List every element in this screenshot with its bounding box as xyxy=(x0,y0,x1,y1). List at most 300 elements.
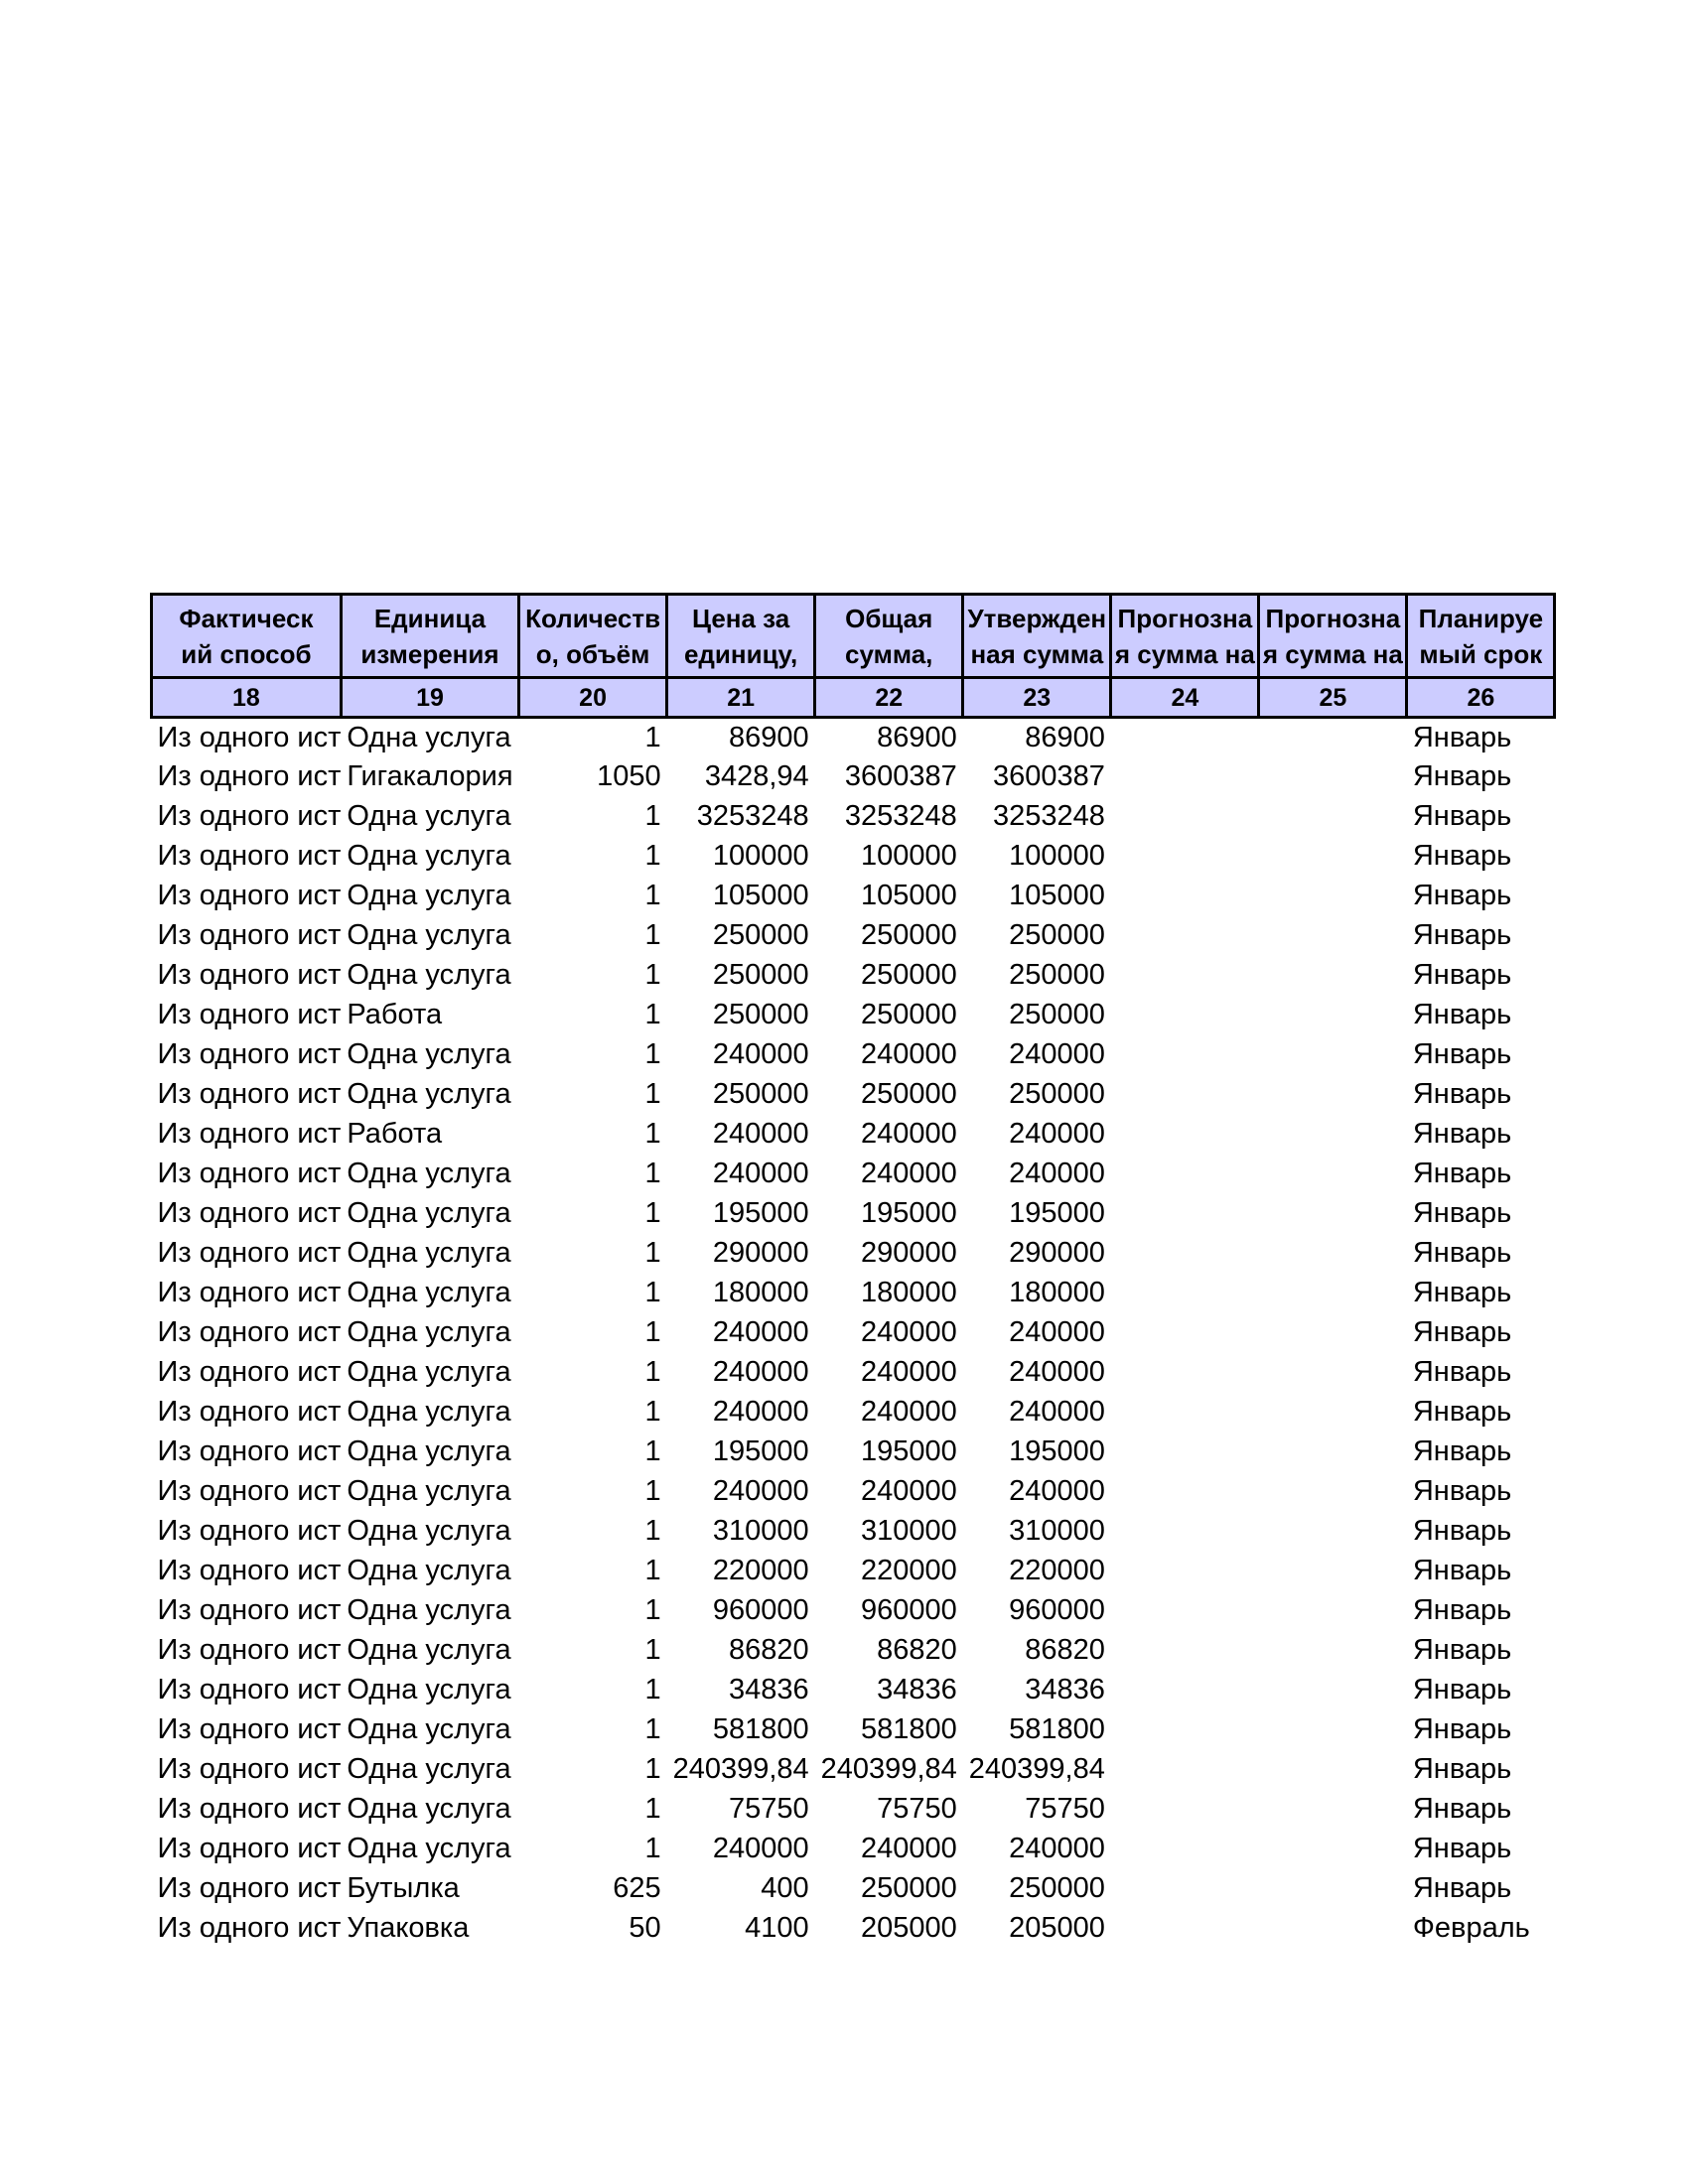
cell-planned-term: Январь xyxy=(1412,1594,1512,1626)
table-row xyxy=(152,757,1555,797)
cell-approved: 250000 xyxy=(1009,1078,1105,1110)
table-row xyxy=(152,1393,1555,1433)
cell-approved: 581800 xyxy=(1009,1713,1105,1745)
cell-forecast-2 xyxy=(1259,916,1407,956)
cell-unit: Одна услуга xyxy=(347,721,511,753)
cell-planned-term: Январь xyxy=(1412,800,1512,832)
cell-unit: Одна услуга xyxy=(347,1793,511,1825)
cell-unit-price: 240000 xyxy=(712,1158,809,1189)
table-row xyxy=(152,956,1555,996)
cell-forecast-2 xyxy=(1259,1671,1407,1710)
table-row xyxy=(152,1433,1555,1472)
cell-method: Из одного ист xyxy=(157,1515,342,1547)
table-row xyxy=(152,1830,1555,1869)
cell-unit: Упаковка xyxy=(347,1912,470,1944)
table-row xyxy=(152,1710,1555,1750)
cell-method: Из одного ист xyxy=(157,1237,342,1269)
cell-quantity: 1 xyxy=(644,1078,661,1110)
cell-total: 250000 xyxy=(860,999,957,1030)
cell-approved: 3600387 xyxy=(992,760,1105,792)
cell-approved: 250000 xyxy=(1009,999,1105,1030)
header-row xyxy=(152,595,1555,678)
cell-quantity: 1 xyxy=(644,1316,661,1348)
cell-quantity: 1 xyxy=(644,1793,661,1825)
header-quantity: Количеств о, объём xyxy=(519,595,667,678)
table-row xyxy=(152,1155,1555,1194)
cell-forecast-1 xyxy=(1111,1115,1259,1155)
table-row xyxy=(152,1313,1555,1353)
cell-total: 86900 xyxy=(877,721,957,753)
cell-forecast-2 xyxy=(1259,1115,1407,1155)
cell-forecast-1 xyxy=(1111,1552,1259,1591)
cell-quantity: 1050 xyxy=(597,760,661,792)
cell-method: Из одного ист xyxy=(157,1475,342,1507)
cell-planned-term: Январь xyxy=(1412,1713,1512,1745)
cell-unit: Одна услуга xyxy=(347,1753,511,1785)
table-row xyxy=(152,718,1555,757)
cell-total: 240000 xyxy=(860,1833,957,1864)
cell-total: 86820 xyxy=(877,1634,957,1666)
table-row xyxy=(152,996,1555,1035)
cell-total: 105000 xyxy=(860,880,957,911)
cell-planned-term: Январь xyxy=(1412,1078,1512,1110)
cell-unit-price: 86820 xyxy=(729,1634,809,1666)
cell-quantity: 1 xyxy=(644,1197,661,1229)
cell-quantity: 1 xyxy=(644,1118,661,1150)
cell-approved: 240000 xyxy=(1009,1118,1105,1150)
table-row xyxy=(152,877,1555,916)
cell-planned-term: Январь xyxy=(1412,1396,1512,1428)
cell-method: Из одного ист xyxy=(157,1197,342,1229)
cell-planned-term: Январь xyxy=(1412,999,1512,1030)
cell-approved: 240399,84 xyxy=(968,1753,1105,1785)
cell-forecast-1 xyxy=(1111,837,1259,877)
cell-forecast-2 xyxy=(1259,1472,1407,1512)
table-row xyxy=(152,1234,1555,1274)
cell-forecast-1 xyxy=(1111,1433,1259,1472)
cell-unit: Одна услуга xyxy=(347,1396,511,1428)
cell-total: 250000 xyxy=(860,1078,957,1110)
cell-unit-price: 240000 xyxy=(712,1475,809,1507)
cell-unit: Одна услуга xyxy=(347,1316,511,1348)
cell-unit-price: 310000 xyxy=(712,1515,809,1547)
cell-unit-price: 180000 xyxy=(712,1277,809,1308)
cell-approved: 105000 xyxy=(1009,880,1105,911)
cell-forecast-1 xyxy=(1111,956,1259,996)
spreadsheet-page xyxy=(150,593,1556,1949)
cell-forecast-2 xyxy=(1259,877,1407,916)
cell-approved: 310000 xyxy=(1009,1515,1105,1547)
cell-planned-term: Январь xyxy=(1412,1753,1512,1785)
cell-unit: Одна услуга xyxy=(347,1356,511,1388)
table-row xyxy=(152,1790,1555,1830)
cell-unit: Одна услуга xyxy=(347,880,511,911)
cell-method: Из одного ист xyxy=(157,1277,342,1308)
cell-method: Из одного ист xyxy=(157,919,342,951)
cell-quantity: 50 xyxy=(629,1912,661,1944)
cell-forecast-2 xyxy=(1259,996,1407,1035)
cell-total: 240000 xyxy=(860,1038,957,1070)
cell-planned-term: Январь xyxy=(1412,1872,1512,1904)
cell-planned-term: Январь xyxy=(1412,840,1512,872)
cell-quantity: 1 xyxy=(644,1594,661,1626)
cell-total: 195000 xyxy=(860,1435,957,1467)
cell-unit: Одна услуга xyxy=(347,1475,511,1507)
cell-quantity: 1 xyxy=(644,1753,661,1785)
cell-total: 180000 xyxy=(860,1277,957,1308)
cell-total: 205000 xyxy=(860,1912,957,1944)
cell-forecast-1 xyxy=(1111,1353,1259,1393)
cell-unit-price: 195000 xyxy=(712,1197,809,1229)
cell-total: 240000 xyxy=(860,1356,957,1388)
cell-planned-term: Январь xyxy=(1412,1237,1512,1269)
cell-forecast-1 xyxy=(1111,996,1259,1035)
cell-quantity: 1 xyxy=(644,1038,661,1070)
cell-unit: Одна услуга xyxy=(347,800,511,832)
cell-approved: 195000 xyxy=(1009,1435,1105,1467)
cell-forecast-1 xyxy=(1111,757,1259,797)
cell-planned-term: Январь xyxy=(1412,880,1512,911)
table-row xyxy=(152,1353,1555,1393)
cell-planned-term: Январь xyxy=(1412,1435,1512,1467)
cell-method: Из одного ист xyxy=(157,800,342,832)
cell-forecast-1 xyxy=(1111,1234,1259,1274)
header-approved: Утвержден ная сумма xyxy=(963,595,1111,678)
cell-method: Из одного ист xyxy=(157,1316,342,1348)
column-number: 22 xyxy=(815,678,963,718)
cell-forecast-1 xyxy=(1111,1194,1259,1234)
cell-method: Из одного ист xyxy=(157,1833,342,1864)
cell-total: 240000 xyxy=(860,1158,957,1189)
header-unit: Единица измерения xyxy=(341,595,518,678)
cell-unit-price: 250000 xyxy=(712,1078,809,1110)
cell-approved: 34836 xyxy=(1025,1674,1105,1706)
cell-total: 240399,84 xyxy=(820,1753,957,1785)
cell-unit: Одна услуга xyxy=(347,1674,511,1706)
cell-unit-price: 581800 xyxy=(712,1713,809,1745)
cell-planned-term: Январь xyxy=(1412,1038,1512,1070)
cell-method: Из одного ист xyxy=(157,1753,342,1785)
cell-total: 100000 xyxy=(860,840,957,872)
cell-forecast-1 xyxy=(1111,1035,1259,1075)
cell-forecast-2 xyxy=(1259,757,1407,797)
cell-planned-term: Январь xyxy=(1412,1158,1512,1189)
cell-quantity: 625 xyxy=(613,1872,661,1904)
cell-forecast-1 xyxy=(1111,1155,1259,1194)
cell-unit-price: 105000 xyxy=(712,880,809,911)
cell-approved: 250000 xyxy=(1009,959,1105,991)
cell-forecast-1 xyxy=(1111,1710,1259,1750)
cell-method: Из одного ист xyxy=(157,1396,342,1428)
cell-total: 220000 xyxy=(860,1555,957,1586)
table-row xyxy=(152,1512,1555,1552)
table-body xyxy=(152,718,1555,1949)
cell-method: Из одного ист xyxy=(157,721,342,753)
cell-quantity: 1 xyxy=(644,1713,661,1745)
cell-unit-price: 4100 xyxy=(745,1912,809,1944)
cell-forecast-2 xyxy=(1259,1194,1407,1234)
cell-method: Из одного ист xyxy=(157,1435,342,1467)
table-row xyxy=(152,1115,1555,1155)
cell-unit: Одна услуга xyxy=(347,1594,511,1626)
cell-planned-term: Январь xyxy=(1412,760,1512,792)
cell-method: Из одного ист xyxy=(157,1713,342,1745)
cell-quantity: 1 xyxy=(644,1158,661,1189)
cell-forecast-2 xyxy=(1259,1790,1407,1830)
cell-quantity: 1 xyxy=(644,919,661,951)
cell-total: 240000 xyxy=(860,1316,957,1348)
cell-approved: 3253248 xyxy=(992,800,1105,832)
cell-unit-price: 240000 xyxy=(712,1316,809,1348)
cell-forecast-2 xyxy=(1259,1274,1407,1313)
cell-unit: Одна услуга xyxy=(347,1713,511,1745)
cell-total: 310000 xyxy=(860,1515,957,1547)
header-forecast-1: Прогнозна я сумма на xyxy=(1111,595,1259,678)
cell-unit-price: 75750 xyxy=(729,1793,809,1825)
cell-unit-price: 195000 xyxy=(712,1435,809,1467)
cell-planned-term: Январь xyxy=(1412,1634,1512,1666)
cell-forecast-1 xyxy=(1111,797,1259,837)
cell-total: 34836 xyxy=(877,1674,957,1706)
cell-approved: 195000 xyxy=(1009,1197,1105,1229)
cell-method: Из одного ист xyxy=(157,760,342,792)
cell-unit: Одна услуга xyxy=(347,1237,511,1269)
cell-forecast-1 xyxy=(1111,916,1259,956)
cell-forecast-1 xyxy=(1111,1790,1259,1830)
cell-method: Из одного ист xyxy=(157,1038,342,1070)
table-row xyxy=(152,1075,1555,1115)
cell-method: Из одного ист xyxy=(157,959,342,991)
cell-planned-term: Январь xyxy=(1412,1277,1512,1308)
cell-total: 3253248 xyxy=(844,800,957,832)
cell-quantity: 1 xyxy=(644,1515,661,1547)
cell-forecast-2 xyxy=(1259,1631,1407,1671)
cell-forecast-2 xyxy=(1259,1909,1407,1949)
cell-quantity: 1 xyxy=(644,1435,661,1467)
cell-method: Из одного ист xyxy=(157,1356,342,1388)
cell-approved: 290000 xyxy=(1009,1237,1105,1269)
cell-forecast-1 xyxy=(1111,1075,1259,1115)
cell-quantity: 1 xyxy=(644,721,661,753)
cell-unit-price: 240000 xyxy=(712,1038,809,1070)
header-total: Общая сумма, xyxy=(815,595,963,678)
cell-forecast-2 xyxy=(1259,1155,1407,1194)
cell-planned-term: Январь xyxy=(1412,919,1512,951)
cell-total: 240000 xyxy=(860,1475,957,1507)
column-number: 18 xyxy=(152,678,342,718)
cell-approved: 86820 xyxy=(1025,1634,1105,1666)
cell-forecast-2 xyxy=(1259,718,1407,757)
cell-quantity: 1 xyxy=(644,1555,661,1586)
column-number: 19 xyxy=(341,678,518,718)
cell-planned-term: Январь xyxy=(1412,1793,1512,1825)
cell-approved: 180000 xyxy=(1009,1277,1105,1308)
cell-approved: 205000 xyxy=(1009,1912,1105,1944)
cell-total: 240000 xyxy=(860,1396,957,1428)
header-forecast-2: Прогнозна я сумма на xyxy=(1259,595,1407,678)
cell-unit: Гигакалория xyxy=(347,760,513,792)
cell-forecast-2 xyxy=(1259,1035,1407,1075)
cell-method: Из одного ист xyxy=(157,1594,342,1626)
column-number: 24 xyxy=(1111,678,1259,718)
cell-unit-price: 3428,94 xyxy=(704,760,809,792)
cell-unit: Работа xyxy=(347,1118,443,1150)
cell-approved: 220000 xyxy=(1009,1555,1105,1586)
cell-unit: Одна услуга xyxy=(347,1435,511,1467)
table-row xyxy=(152,1472,1555,1512)
cell-forecast-1 xyxy=(1111,1631,1259,1671)
cell-total: 960000 xyxy=(860,1594,957,1626)
cell-quantity: 1 xyxy=(644,800,661,832)
cell-unit-price: 250000 xyxy=(712,919,809,951)
column-number: 21 xyxy=(667,678,815,718)
cell-approved: 240000 xyxy=(1009,1038,1105,1070)
cell-planned-term: Январь xyxy=(1412,1356,1512,1388)
cell-unit: Одна услуга xyxy=(347,840,511,872)
cell-forecast-1 xyxy=(1111,1591,1259,1631)
cell-quantity: 1 xyxy=(644,959,661,991)
cell-total: 240000 xyxy=(860,1118,957,1150)
cell-forecast-1 xyxy=(1111,718,1259,757)
cell-forecast-1 xyxy=(1111,1909,1259,1949)
cell-unit-price: 250000 xyxy=(712,999,809,1030)
cell-quantity: 1 xyxy=(644,840,661,872)
cell-method: Из одного ист xyxy=(157,840,342,872)
header-method: Фактическ ий способ xyxy=(152,595,342,678)
cell-unit: Одна услуга xyxy=(347,1078,511,1110)
cell-planned-term: Январь xyxy=(1412,1833,1512,1864)
cell-forecast-2 xyxy=(1259,1710,1407,1750)
cell-forecast-1 xyxy=(1111,1274,1259,1313)
cell-method: Из одного ист xyxy=(157,1158,342,1189)
cell-unit-price: 34836 xyxy=(729,1674,809,1706)
table-row xyxy=(152,1591,1555,1631)
cell-planned-term: Январь xyxy=(1412,1555,1512,1586)
cell-total: 250000 xyxy=(860,959,957,991)
cell-forecast-2 xyxy=(1259,1552,1407,1591)
table-row xyxy=(152,1035,1555,1075)
cell-forecast-2 xyxy=(1259,956,1407,996)
cell-unit-price: 400 xyxy=(761,1872,809,1904)
cell-method: Из одного ист xyxy=(157,1634,342,1666)
cell-unit-price: 86900 xyxy=(729,721,809,753)
cell-method: Из одного ист xyxy=(157,1912,342,1944)
cell-planned-term: Январь xyxy=(1412,1515,1512,1547)
cell-forecast-1 xyxy=(1111,1512,1259,1552)
cell-quantity: 1 xyxy=(644,1356,661,1388)
cell-approved: 250000 xyxy=(1009,919,1105,951)
cell-unit-price: 250000 xyxy=(712,959,809,991)
column-number: 20 xyxy=(519,678,667,718)
cell-forecast-1 xyxy=(1111,1869,1259,1909)
table-row xyxy=(152,1631,1555,1671)
cell-method: Из одного ист xyxy=(157,1118,342,1150)
cell-method: Из одного ист xyxy=(157,880,342,911)
cell-planned-term: Январь xyxy=(1412,1316,1512,1348)
cell-unit-price: 220000 xyxy=(712,1555,809,1586)
cell-unit-price: 240399,84 xyxy=(672,1753,809,1785)
table-row xyxy=(152,1750,1555,1790)
cell-unit-price: 240000 xyxy=(712,1833,809,1864)
table-row xyxy=(152,1552,1555,1591)
cell-unit-price: 240000 xyxy=(712,1118,809,1150)
cell-approved: 960000 xyxy=(1009,1594,1105,1626)
cell-unit-price: 3253248 xyxy=(696,800,809,832)
cell-forecast-2 xyxy=(1259,1313,1407,1353)
cell-approved: 250000 xyxy=(1009,1872,1105,1904)
table-row xyxy=(152,1671,1555,1710)
cell-forecast-2 xyxy=(1259,1869,1407,1909)
cell-unit: Одна услуга xyxy=(347,1555,511,1586)
cell-unit: Одна услуга xyxy=(347,1634,511,1666)
cell-forecast-2 xyxy=(1259,1750,1407,1790)
cell-quantity: 1 xyxy=(644,1277,661,1308)
cell-unit: Бутылка xyxy=(347,1872,460,1904)
cell-total: 250000 xyxy=(860,1872,957,1904)
cell-quantity: 1 xyxy=(644,1833,661,1864)
cell-forecast-1 xyxy=(1111,1830,1259,1869)
cell-unit: Одна услуга xyxy=(347,1833,511,1864)
cell-quantity: 1 xyxy=(644,880,661,911)
cell-forecast-2 xyxy=(1259,1234,1407,1274)
cell-quantity: 1 xyxy=(644,1396,661,1428)
table-row xyxy=(152,1274,1555,1313)
cell-quantity: 1 xyxy=(644,999,661,1030)
cell-approved: 100000 xyxy=(1009,840,1105,872)
cell-forecast-1 xyxy=(1111,1313,1259,1353)
cell-method: Из одного ист xyxy=(157,999,342,1030)
header-unit-price: Цена за единицу, xyxy=(667,595,815,678)
cell-total: 75750 xyxy=(877,1793,957,1825)
cell-quantity: 1 xyxy=(644,1634,661,1666)
cell-method: Из одного ист xyxy=(157,1872,342,1904)
cell-approved: 240000 xyxy=(1009,1833,1105,1864)
table-row xyxy=(152,837,1555,877)
cell-approved: 240000 xyxy=(1009,1396,1105,1428)
cell-forecast-2 xyxy=(1259,1075,1407,1115)
cell-unit: Одна услуга xyxy=(347,919,511,951)
cell-forecast-2 xyxy=(1259,1433,1407,1472)
cell-method: Из одного ист xyxy=(157,1555,342,1586)
cell-total: 3600387 xyxy=(844,760,957,792)
column-number: 26 xyxy=(1407,678,1555,718)
cell-unit-price: 960000 xyxy=(712,1594,809,1626)
cell-unit: Одна услуга xyxy=(347,1038,511,1070)
cell-planned-term: Февраль xyxy=(1412,1912,1530,1944)
cell-approved: 86900 xyxy=(1025,721,1105,753)
cell-approved: 75750 xyxy=(1025,1793,1105,1825)
cell-forecast-2 xyxy=(1259,1353,1407,1393)
cell-forecast-2 xyxy=(1259,797,1407,837)
cell-approved: 240000 xyxy=(1009,1475,1105,1507)
header-planned-term: Планируе мый срок xyxy=(1407,595,1555,678)
table-row xyxy=(152,797,1555,837)
cell-quantity: 1 xyxy=(644,1674,661,1706)
cell-forecast-2 xyxy=(1259,837,1407,877)
cell-total: 195000 xyxy=(860,1197,957,1229)
table-row xyxy=(152,1869,1555,1909)
cell-planned-term: Январь xyxy=(1412,1475,1512,1507)
cell-planned-term: Январь xyxy=(1412,1197,1512,1229)
column-number: 23 xyxy=(963,678,1111,718)
cell-total: 581800 xyxy=(860,1713,957,1745)
cell-unit-price: 100000 xyxy=(712,840,809,872)
column-number-row xyxy=(152,678,1555,718)
cell-forecast-1 xyxy=(1111,1750,1259,1790)
cell-approved: 240000 xyxy=(1009,1158,1105,1189)
cell-unit: Одна услуга xyxy=(347,1197,511,1229)
cell-forecast-2 xyxy=(1259,1512,1407,1552)
